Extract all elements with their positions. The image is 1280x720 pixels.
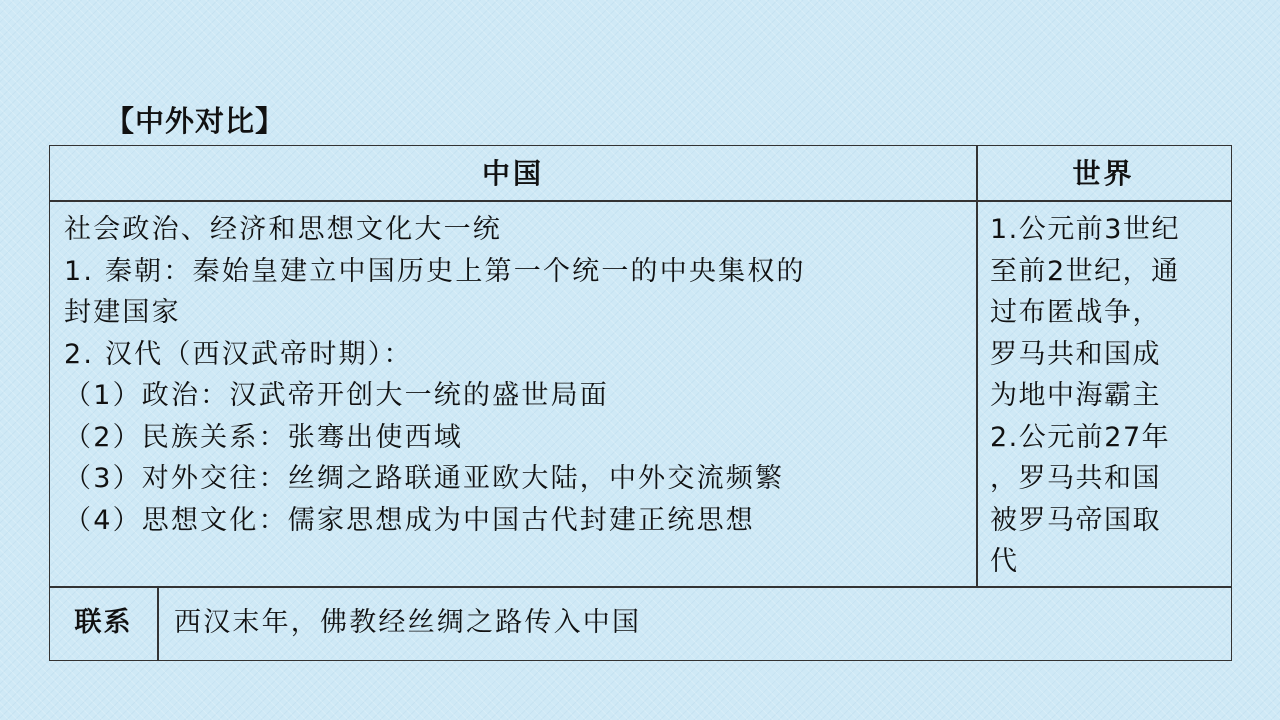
- world-line: 罗马共和国成: [990, 338, 1161, 370]
- china-line: （3）对外交往：丝绸之路联通亚欧大陆，中外交流频繁: [64, 463, 785, 494]
- column-divider: [976, 146, 978, 586]
- world-line: 为地中海霸主: [990, 380, 1161, 411]
- comparison-table: [49, 145, 1232, 661]
- header-world: 世界: [1072, 157, 1135, 190]
- world-line: 过布匿战争，: [990, 297, 1161, 328]
- world-line: ，罗马共和国: [990, 463, 1161, 494]
- link-label: 联系: [74, 607, 133, 638]
- link-label-divider: [157, 586, 159, 660]
- world-line: 代: [990, 546, 1019, 577]
- china-line: （4）思想文化：儒家思想成为中国古代封建正统思想: [64, 504, 755, 536]
- world-line: 2.公元前27年: [990, 421, 1171, 453]
- china-line: 社会政治、经济和思想文化大一统: [64, 214, 502, 245]
- section-heading: 【中外对比】: [105, 104, 286, 138]
- world-content: [990, 209, 1226, 583]
- link-text: 西汉末年，佛教经丝绸之路传入中国: [174, 607, 642, 638]
- china-content: [64, 209, 964, 541]
- world-line: 1.公元前3世纪: [990, 214, 1180, 245]
- header-china: 中国: [481, 157, 544, 190]
- china-line: （2）民族关系：张骞出使西域: [64, 421, 463, 453]
- china-line: （1）政治：汉武帝开创大一统的盛世局面: [64, 380, 609, 411]
- world-line: 被罗马帝国取: [990, 504, 1161, 536]
- china-line: 封建国家: [64, 297, 181, 328]
- china-line: 1. 秦朝：秦始皇建立中国历史上第一个统一的中央集权的: [64, 255, 806, 287]
- china-line: 2. 汉代（西汉武帝时期）：: [64, 338, 413, 370]
- world-line: 至前2世纪，通: [990, 255, 1180, 287]
